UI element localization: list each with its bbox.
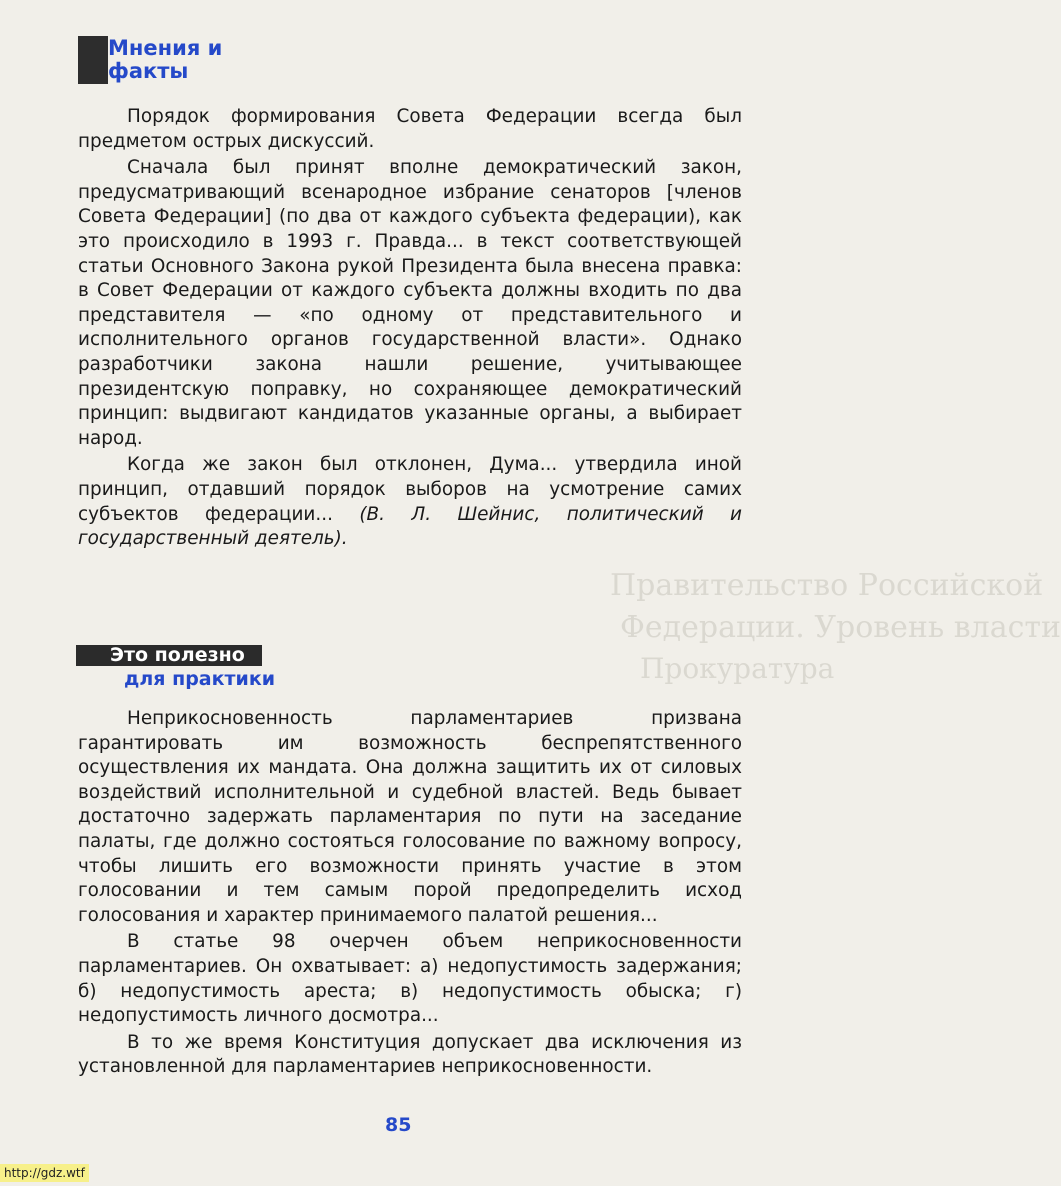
page-number: 85 [385, 1114, 412, 1136]
badge-line: Мнения и [108, 36, 223, 60]
paragraph: Порядок формирования Совета Федерации всегда был предметом острых дискуссий. [78, 106, 742, 152]
paragraph-text: Когда же закон был отклонен, Дума... утвердила иной принцип, отдавший порядок выборов на усмотрение самих субъектов федерации... [78, 454, 742, 525]
opinions-facts-badge [108, 38, 222, 84]
bleed-through-text: Прокуратура [640, 652, 835, 685]
watermark-label[interactable]: http://gdz.wtf [0, 1164, 89, 1182]
bleed-through-text: Правительство Российской [610, 568, 1044, 603]
paragraph: Сначала был принят вполне демократический закон, предусматривающий всенародное избрание сенаторов [членов Совета Федерации] (по два от каждого субъекта федерации), как это происходило в 1993 г. Правда... в текст соответствующей статьи Основного Закона рукой Президента была внесена правка: в Совет Федерации от каждого субъекта должны входить по два представителя — «по одному от представительного и исполнительного органов государственной власти». Однако разработчики закона нашли решение, учитывающее президентскую поправку, но сохраняющее демократический принцип: выдвигают кандидатов указанные органы, а выбирает народ. [78, 157, 742, 449]
paragraph: Неприкосновенность парламентариев призвана гарантировать им возможность беспрепятственного осуществления их мандата. Она должна защитить их от силовых воздействий исполнительной и судебной властей. Ведь бывает достаточно задержать парламентария по пути на заседание палаты, где должно состояться голосование по важному вопросу, чтобы лишить его возможности принять участие в этом голосовании и тем самым порой предопределить исход голосования и характер принимаемого палатой решения... [78, 708, 742, 926]
opinions-section-text [78, 105, 742, 554]
citation: (В. Л. Шейнис, политический и государственный деятель). [78, 503, 743, 550]
practice-badge-line1: Это полезно [110, 644, 245, 666]
bleed-through-text: Федерации. Уровень власти [620, 610, 1061, 645]
paragraph: В то же время Конституция допускает два исключения из установленной для парламентариев неприкосновенности. [78, 1031, 742, 1078]
practice-badge-line2: для практики [124, 668, 276, 690]
opinions-badge-marker [78, 36, 108, 84]
badge-line: факты [108, 59, 189, 83]
paragraph [78, 453, 742, 551]
practice-section-text [78, 707, 742, 1082]
paragraph: В статье 98 очерчен объем неприкосновенности парламентариев. Он охватывает: а) недопустимость задержания; б) недопустимость ареста; в) недопустимость обыска; г) недопустимость личного досмотра... [78, 931, 742, 1027]
